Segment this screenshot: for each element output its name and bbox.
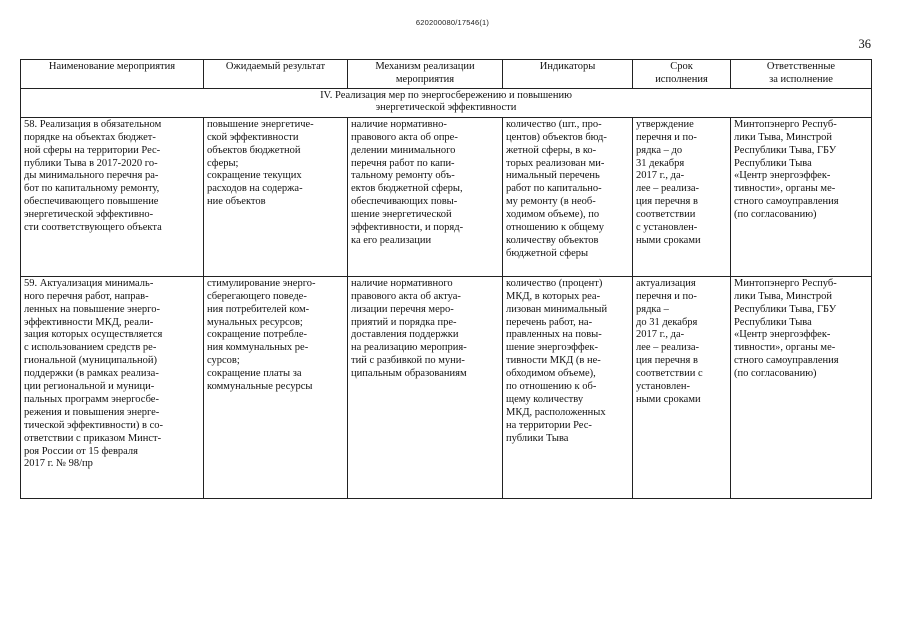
section-title: IV. Реализация мер по энергосбережению и повышению энергетической эффективности (21, 89, 872, 118)
row-59-mechanism: наличие нормативного правового акта об актуа- лизации перечня меро- приятий и порядка пре- доставления поддержки на реализацию мероприя- тий с разбивкой по муни- ципальным образованиям (348, 276, 503, 498)
measures-table (20, 59, 872, 499)
row-59-indicators: количество (процент) МКД, в которых реа- лизован минимальный перечень работ, на- правленных на повы- шение энергоэффек- тивности МКД (в не- обходимом объеме), по отношению к об- щему количеству МКД, расположенных на территории Рес- публики Тыва (503, 276, 633, 498)
row-59-measure: 59. Актуализация минималь- ного перечня работ, направ- ленных на повышение энерго- эффективности МКД, реали- зация которых осуществляется с использованием средств ре- гиональной (муниципальной) поддержки (в рамках реализа- ции региональной и муници- пальных программ энергосбе- режения и повышения энерге- тической эффективности) в со- ответствии с приказом Минст- роя России от 15 февраля 2017 г. № 98/пр (21, 276, 204, 498)
page-number: 36 (858, 37, 871, 51)
row-58-responsible: Минтопэнерго Респуб- лики Тыва, Минстрой Республики Тыва, ГБУ Республики Тыва «Центр энергоэффек- тивности», органы ме- стного самоуправления (по согласованию) (731, 117, 872, 276)
table-row (21, 117, 872, 276)
row-59-deadline: актуализация перечня и по- рядка – до 31 декабря 2017 г., да- лее – реализа- ция перечня в соответствии с установлен- ными сроками (633, 276, 731, 498)
row-59-result: стимулирование энерго- сберегающего поведе- ния потребителей ком- мунальных ресурсов; сокращение потребле- ния коммунальных ре- сурсов; сокращение платы за коммунальные ресурсы (204, 276, 348, 498)
row-58-mechanism: наличие нормативно- правового акта об опре- делении минимального перечня работ по капи- тальному ремонту объ- ектов бюджетной сферы, обеспечивающих повы- шение энергетической эффективности, и поряд- ка его реализации (348, 117, 503, 276)
table-header-row (21, 60, 872, 89)
row-59-responsible: Минтопэнерго Респуб- лики Тыва, Минстрой Республики Тыва, ГБУ Республики Тыва «Центр энергоэффек- тивности», органы ме- стного самоуправления (по согласованию) (731, 276, 872, 498)
section-row (21, 89, 872, 118)
header-measure-name: Наименование мероприятия (21, 60, 204, 89)
row-58-indicators: количество (шт., про- центов) объектов бюд- жетной сферы, в ко- торых реализован ми- нимальный перечень работ по капитально- му ремонту (в необ- ходимом объеме), по отношению к общему количеству объектов бюджетной сферы (503, 117, 633, 276)
document-id: 620200080/17546(1) (415, 18, 490, 27)
table-row (21, 276, 872, 498)
header-mechanism: Механизм реализации мероприятия (348, 60, 503, 89)
header-indicators: Индикаторы (503, 60, 633, 89)
row-58-deadline: утверждение перечня и по- рядка – до 31 декабря 2017 г., да- лее – реализа- ция перечня в соответствии с установлен- ными сроками (633, 117, 731, 276)
row-58-result: повышение энергетиче- ской эффективности объектов бюджетной сферы; сокращение текущих расходов на содержа- ние объектов (204, 117, 348, 276)
header-deadline: Срок исполнения (633, 60, 731, 89)
row-58-measure: 58. Реализация в обязательном порядке на объектах бюджет- ной сферы на территории Рес- публики Тыва в 2017-2020 го- ды минимального перечня ра- бот по капитальному ремонту, обеспечивающего повышение энергетической эффективно- сти соответствующего объекта (21, 117, 204, 276)
header-expected-result: Ожидаемый результат (204, 60, 348, 89)
header-responsible: Ответственные за исполнение (731, 60, 872, 89)
